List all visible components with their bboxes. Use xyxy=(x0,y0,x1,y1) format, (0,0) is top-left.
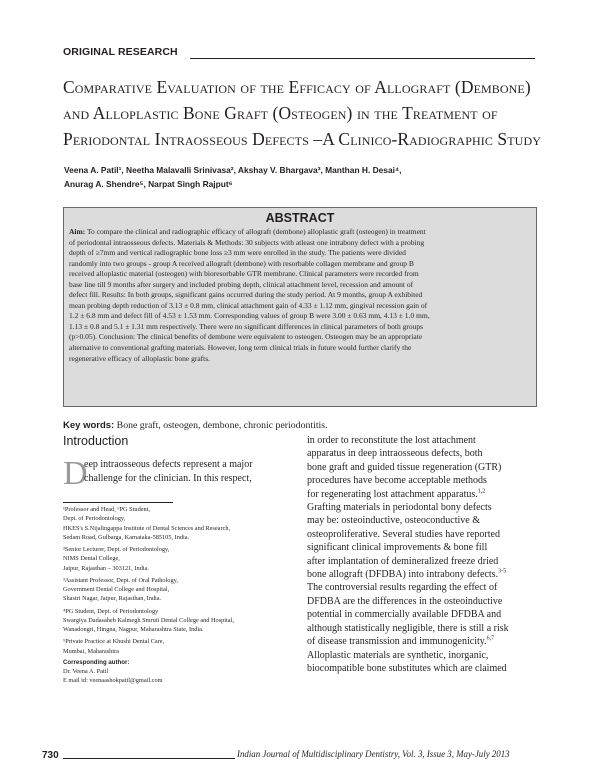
introduction-heading: Introduction xyxy=(63,434,129,448)
abstract-aim-label: Aim: xyxy=(69,227,86,236)
citation-ref: 6,7 xyxy=(486,635,495,642)
footnote-line: Swargiya Dadasaheb Kalmegh Smruti Dental College and Hospital, xyxy=(63,616,234,624)
abstract-line: of periodontal intraosseous defects. Materials & Methods: 30 subjects with atleast one intrabony defect with a probing xyxy=(69,237,425,247)
footnote-line: Dept. of Periodontology, xyxy=(63,515,126,523)
abstract-line: depth of ≥7mm and vertical radiographic bone loss ≥3 mm were enrolled in the study. The patients were divided xyxy=(69,248,406,258)
title-line-3: Periodontal Intraosseous Defects –A Clinico-Radiographic Study xyxy=(63,129,541,149)
page-number: 730 xyxy=(42,750,59,761)
intro-right-line: procedures have become acceptable methods xyxy=(307,475,487,487)
intro-right-line: may be: osteoinductive, osteoconductive & xyxy=(307,515,481,527)
citation-ref: 3-5 xyxy=(498,568,507,575)
abstract-line: 1.2 ± 6.8 mm and defect fill of 4.53 ± 1.53 mm. Corresponding values of group B were 3.00 ± 0.63 mm, 4.13 ± 1.0 mm, xyxy=(69,311,430,321)
intro-right-line: significant clinical improvements & bone fill xyxy=(307,542,488,554)
keywords xyxy=(63,420,328,431)
intro-right-line: bone graft and guided tissue regeneration (GTR) xyxy=(307,461,502,473)
abstract-line: base line till 9 months after surgery and included probing depth, clinical attachment level, recession and amount of xyxy=(69,279,414,289)
intro-right-line: biocompatible bone substitutes which are claimed xyxy=(307,662,507,674)
footnote-line: ³Assistant Professor, Dept. of Oral Pathology, xyxy=(63,576,178,584)
abstract-heading: ABSTRACT xyxy=(265,211,335,225)
abstract-line-text: To compare the clinical and radiographic efficacy of allograft (dembone) alloplastic graft (osteogen) in treatment xyxy=(85,227,426,236)
abstract-body xyxy=(69,227,532,364)
abstract-line: defect fill. Results: In both groups, significant gains occurred during the study period. At 9 months, group A exhibited xyxy=(69,290,423,300)
footnote-line: HKES's S.Nijalingappa Institute of Dental Sciences and Research, xyxy=(63,524,231,532)
intro-right-line: The controversial results regarding the effect of xyxy=(307,582,498,594)
keywords-label: Key words: xyxy=(63,420,115,431)
intro-right-line: potential in commercially available DFDBA and xyxy=(307,609,502,621)
introduction-right-column xyxy=(307,434,537,675)
abstract-line: mean probing depth reduction of 3.13 ± 0.8 mm, clinical attachment gain of 4.33 ± 1.12 mm, gingival recession gain of xyxy=(69,300,428,310)
intro-right-line xyxy=(307,635,537,648)
intro-right-line: apparatus in deep intraosseous defects, both xyxy=(307,448,483,460)
section-label: ORIGINAL RESEARCH xyxy=(63,46,178,58)
intro-right-line-text: bone allograft (DFDBA) into intrabony defects. xyxy=(307,569,499,581)
introduction-left-column xyxy=(63,458,295,485)
dropcap-letter: D xyxy=(63,455,88,492)
footnote-line: NIMS Dental College, xyxy=(63,555,120,563)
intro-right-line: osteoproliferative. Several studies have reported xyxy=(307,528,500,540)
footnote-line: Sedam Road, Gulbarga, Karnataka-585105, India. xyxy=(63,533,190,541)
intro-right-line-text: of disease transmission and immunogenicity. xyxy=(307,636,487,648)
intro-right-line xyxy=(307,488,537,501)
authors-line-2: Anurag A. Shendre⁵, Narpat Singh Rajput⁶ xyxy=(64,179,233,189)
intro-right-line: Grafting materials in periodontal bony defects xyxy=(307,502,492,514)
footer-rule xyxy=(63,758,235,759)
footnote-line: Jaipur, Rajasthan – 303121, India. xyxy=(63,564,149,572)
footnote-line: Dr. Veena A. Patil xyxy=(63,668,109,675)
footnote-line: ¹Professor and Head, ⁶PG Student, xyxy=(63,506,150,513)
affiliation-footnotes xyxy=(63,505,295,686)
intro-right-line xyxy=(307,568,537,581)
author-list xyxy=(64,163,539,191)
footnote-line: ⁴PG Student, Dept. of Periodontology xyxy=(63,607,159,615)
intro-right-line: DFDBA are the differences in the osteoinductive xyxy=(307,595,503,607)
abstract-line: randomly into two groups - group A received allograft (dembone) with resorbable collagen membrane and group B xyxy=(69,258,414,268)
footnote-line: Shastri Nagar, Jaipur, Rajasthan, India. xyxy=(63,595,162,603)
intro-left-line: challenge for the clinician. In this respect, xyxy=(84,472,252,484)
abstract-line: received alloplastic material (osteogen) with bioresorbable GTR membrane. Clinical parameters were recorded from xyxy=(69,269,419,279)
journal-citation: Indian Journal of Multidisciplinary Dentistry, Vol. 3, Issue 3, May-July 2013 xyxy=(237,749,510,759)
corresponding-author-label: Corresponding author: xyxy=(63,658,130,666)
abstract-line: 1.13 ± 0.8 and 5.1 ± 1.31 mm respectively. There were no significant differences in clinical parameters of both groups xyxy=(69,321,424,331)
footnote-line: Wanadongri, Hingna, Nagpur, Maharashtra State, India. xyxy=(63,626,204,633)
abstract-line: regenerative efficacy of alloplastic bone grafts. xyxy=(69,353,211,363)
keywords-text: Bone graft, osteogen, dembone, chronic periodontitis. xyxy=(114,420,328,431)
footnote-line: ⁵Private Practice at Khushi Dental Care, xyxy=(63,638,165,646)
footnote-line: Mumbai, Maharashtra xyxy=(63,647,119,655)
abstract-line xyxy=(69,227,532,238)
footnote-line: ²Senior Lecturer, Dept. of Periodontology, xyxy=(63,546,170,553)
footnote-line: Government Dental College and Hospital, xyxy=(63,586,170,593)
intro-left-line: eep intraosseous defects represent a major xyxy=(84,459,253,470)
intro-right-line: Alloplastic materials are synthetic, inorganic, xyxy=(307,649,489,661)
abstract-line: alternative to conventional grafting materials. However, long term clinical trials in future would further clarify the xyxy=(69,343,412,353)
footnote-rule xyxy=(63,502,173,503)
intro-right-line: in order to reconstitute the lost attachment xyxy=(307,435,476,446)
section-rule xyxy=(190,58,535,59)
footnote-email: E mail id: veenaashokpatil@gmail.com xyxy=(63,677,163,685)
authors-line-1: Veena A. Patil¹, Neetha Malavalli Srinivasa², Akshay V. Bhargava³, Manthan H. Desai⁴, xyxy=(64,165,402,175)
intro-right-line: although statistically negligible, there is still a risk xyxy=(307,622,509,634)
title-line-1: Comparative Evaluation of the Efficacy of Allograft (Dembone) xyxy=(63,77,531,97)
intro-right-line-text: for regenerating lost attachment apparatus. xyxy=(307,488,478,500)
intro-right-line: after implantation of demineralized freeze dried xyxy=(307,555,499,567)
article-title xyxy=(63,74,543,152)
abstract-line: (p>0.05). Conclusion: The clinical benefits of dembone were equivalent to osteogen. Osteogen may be an appropriate xyxy=(69,332,423,342)
citation-ref: 1,2 xyxy=(477,488,486,495)
title-line-2: and Alloplastic Bone Graft (Osteogen) in the Treatment of xyxy=(63,103,498,123)
